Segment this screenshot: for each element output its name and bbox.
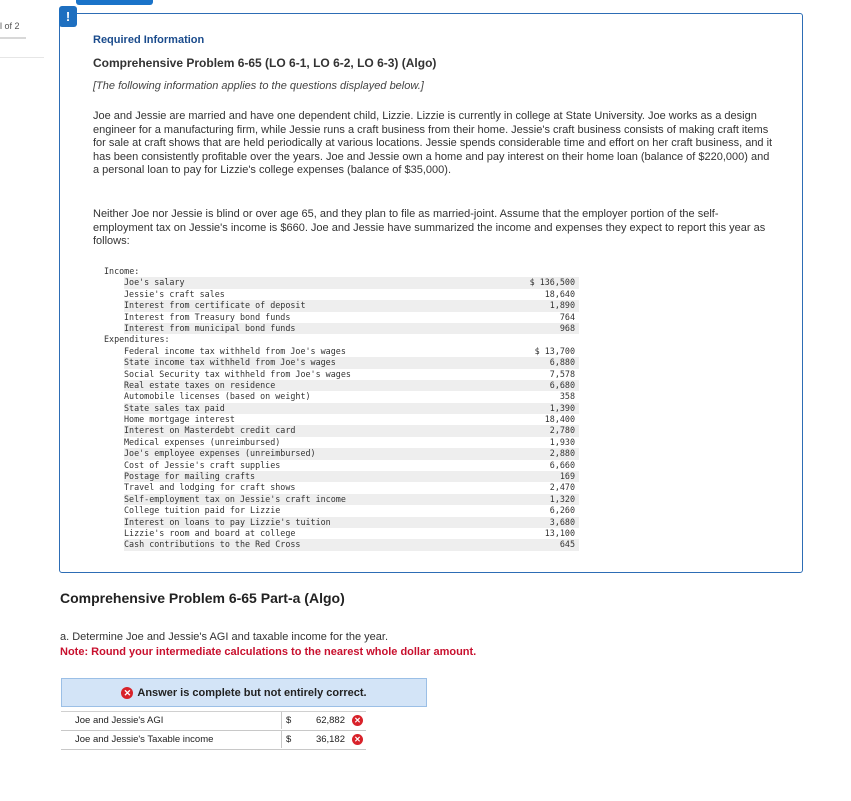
row-label: College tuition paid for Lizzie xyxy=(124,505,281,516)
row-label: Travel and lodging for craft shows xyxy=(124,482,296,493)
row-label: Lizzie's room and board at college xyxy=(124,527,296,538)
incorrect-icon: ✕ xyxy=(352,715,363,726)
answer-value: 62,882 xyxy=(315,715,345,726)
row-label: Joe's salary xyxy=(124,277,504,288)
row-amount: 6,260 xyxy=(549,505,575,516)
progress-bar xyxy=(0,37,26,39)
row-label: State sales tax paid xyxy=(124,403,504,414)
currency-symbol: $ xyxy=(286,715,292,726)
incorrect-icon: ✕ xyxy=(352,734,363,745)
row-label: Self-employment tax on Jessie's craft income xyxy=(124,494,504,505)
row-amount: 358 xyxy=(559,391,575,402)
row-label: Home mortgage interest xyxy=(124,414,235,425)
row-label: Automobile licenses (based on weight) xyxy=(124,391,311,402)
row-label: Interest on loans to pay Lizzie's tuition xyxy=(124,517,504,528)
agi-input[interactable] xyxy=(281,712,367,729)
row-label: Real estate taxes on residence xyxy=(124,380,504,391)
question-text: a. Determine Joe and Jessie's AGI and taxable income for the year. xyxy=(60,631,389,643)
row-amount: 169 xyxy=(504,471,579,482)
row-amount: 1,320 xyxy=(504,494,579,505)
taxable-income-input[interactable] xyxy=(281,731,367,748)
row-amount: 968 xyxy=(504,323,579,334)
x-circle-icon: ✕ xyxy=(121,687,133,699)
answer-status-text: Answer is complete but not entirely correct. xyxy=(137,686,367,699)
applies-note: [The following information applies to the questions displayed below.] xyxy=(93,80,424,92)
row-label: Interest from municipal bond funds xyxy=(124,323,504,334)
row-amount: 7,578 xyxy=(549,368,575,379)
row-amount: $ 13,700 xyxy=(534,345,575,356)
row-amount: 6,680 xyxy=(504,380,579,391)
divider xyxy=(0,57,44,58)
row-label: Medical expenses (unreimbursed) xyxy=(124,436,281,447)
row-amount: 1,890 xyxy=(504,300,579,311)
answer-row-agi xyxy=(61,711,366,731)
row-amount: 2,780 xyxy=(504,425,579,436)
answer-row-taxable-income xyxy=(61,731,366,750)
row-amount: 1,930 xyxy=(549,436,575,447)
row-label: Jessie's craft sales xyxy=(124,288,225,299)
rounding-note: Note: Round your intermediate calculations to the nearest whole dollar amount. xyxy=(60,646,477,658)
row-label: Joe's employee expenses (unreimbursed) xyxy=(124,448,504,459)
row-label: Interest from Treasury bond funds xyxy=(124,311,291,322)
section-label: Expenditures: xyxy=(104,334,170,345)
row-amount: 645 xyxy=(504,539,579,550)
answer-value: 36,182 xyxy=(315,734,345,745)
row-label: State income tax withheld from Joe's wages xyxy=(124,357,504,368)
row-amount: 2,470 xyxy=(549,482,575,493)
answer-table xyxy=(61,711,366,750)
section-label: Income: xyxy=(104,266,140,276)
answer-label: Joe and Jessie's AGI xyxy=(75,715,164,726)
required-information-title: Required Information xyxy=(93,34,205,46)
row-label: Postage for mailing crafts xyxy=(124,471,504,482)
problem-title: Comprehensive Problem 6-65 (LO 6-1, LO 6-2, LO 6-3) (Algo) xyxy=(93,56,437,70)
currency-symbol: $ xyxy=(286,734,292,745)
row-amount: 13,100 xyxy=(544,527,575,538)
row-label: Interest from certificate of deposit xyxy=(124,300,504,311)
scenario-paragraph: Joe and Jessie are married and have one dependent child, Lizzie. Lizzie is currently in college at State University. Joe works as a design engineer for a manufacturing firm, while Jessie runs a craft business from their home. Jessie's craft business consists of making craft items for sale at craft shows that are held periodically at various locations. Jessie spends considerable time and effort on her craft business, and it has been consistently profitable over the years. Joe and Jessie own a home and pay interest on their home loan (balance of $220,000) and a personal loan to pay for Lizzie's college expenses (balance of $35,000). xyxy=(93,110,773,176)
row-label: Interest on Masterdebt credit card xyxy=(124,425,504,436)
row-amount: 6,660 xyxy=(549,459,575,470)
row-amount: 18,400 xyxy=(544,414,575,425)
row-amount: 1,390 xyxy=(504,403,579,414)
page-indicator: l of 2 xyxy=(0,21,20,31)
alert-icon: ! xyxy=(59,6,77,27)
row-amount: 6,880 xyxy=(504,357,579,368)
question-tab[interactable] xyxy=(76,0,153,5)
answer-status-banner xyxy=(61,678,427,707)
row-label: Cost of Jessie's craft supplies xyxy=(124,459,281,470)
row-label: Social Security tax withheld from Joe's wages xyxy=(124,368,351,379)
row-label: Federal income tax withheld from Joe's wages xyxy=(124,345,346,356)
filing-paragraph: Neither Joe nor Jessie is blind or over age 65, and they plan to file as married-joint. Assume that the employer portion of the self-employment tax on Jessie's income is $660. Joe and Jessie have summarized the income and expenses they expect to report this year as follows: xyxy=(93,208,766,247)
answer-label: Joe and Jessie's Taxable income xyxy=(75,734,214,745)
part-title: Comprehensive Problem 6-65 Part-a (Algo) xyxy=(60,590,345,606)
row-amount: 2,880 xyxy=(504,448,579,459)
row-amount: 3,680 xyxy=(504,517,579,528)
row-label: Cash contributions to the Red Cross xyxy=(124,539,504,550)
row-amount: 764 xyxy=(559,311,575,322)
row-amount: 18,640 xyxy=(544,288,575,299)
row-amount: $ 136,500 xyxy=(504,277,579,288)
